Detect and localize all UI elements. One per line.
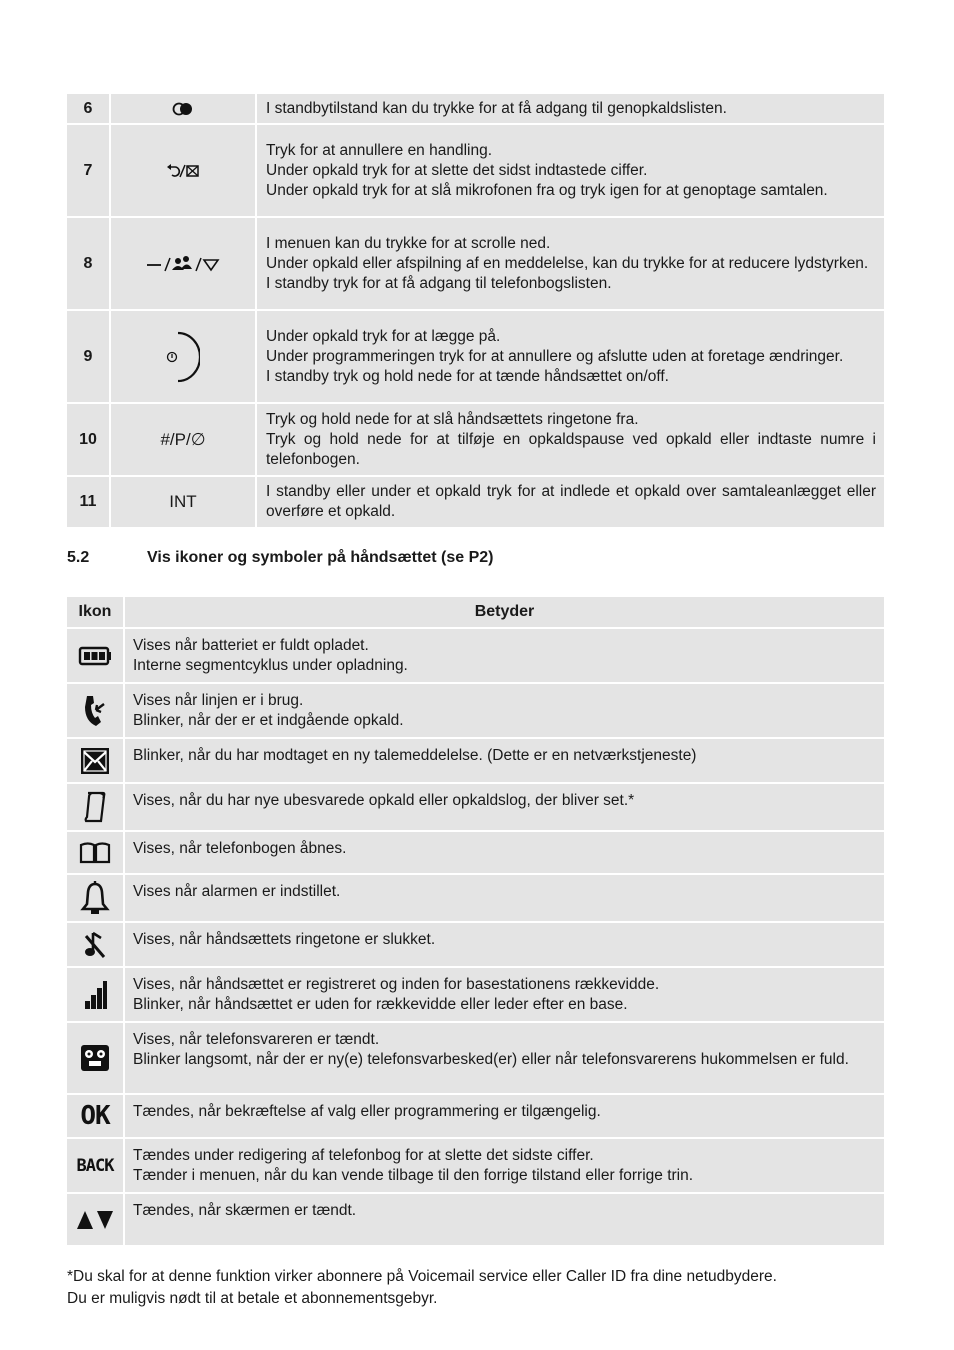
table-row xyxy=(67,629,886,684)
keys-table xyxy=(67,94,886,529)
back-icon-label: BACK xyxy=(76,1155,114,1176)
phonebook-icon xyxy=(67,832,125,875)
alarm-bell-icon xyxy=(67,875,125,923)
icons-table xyxy=(67,597,886,1247)
icon-meaning: Blinker, når du har modtaget en ny talemeddelelse. (Dette er en netværkstjeneste) xyxy=(125,739,886,784)
key-description: Tryk for at annullere en handling. Under opkald tryk for at slette det sidst indtastede ciffer. Under opkald tryk for at slå mikrofonen fra og tryk igen for at genoptage samtalen. xyxy=(257,125,886,218)
key-description: I standby eller under et opkald tryk for at indlede et opkald over samtaleanlægget eller overføre et opkald. xyxy=(257,477,886,529)
row-number: 10 xyxy=(67,404,111,477)
icon-meaning: Vises, når håndsættet er registreret og inden for basestationens rækkevidde. Blinker, når håndsættet er uden for rækkevidde eller leder efter en base. xyxy=(125,968,886,1023)
signal-strength-icon xyxy=(67,968,125,1023)
key-description: I standbytilstand kan du trykke for at få adgang til genopkaldslisten. xyxy=(257,94,886,125)
call-log-icon xyxy=(67,784,125,832)
icon-meaning: Vises når batteriet er fuldt opladet. Interne segmentcyklus under opladning. xyxy=(125,629,886,684)
ok-icon xyxy=(67,1095,125,1139)
icon-meaning: Vises når linjen er i brug. Blinker, når der er et indgående opkald. xyxy=(125,684,886,739)
icon-meaning: Vises, når håndsættets ringetone er slukket. xyxy=(125,923,886,968)
table-row xyxy=(67,125,886,218)
key-description: Under opkald tryk for at lægge på. Under programmeringen tryk for at annullere og afslutte uden at foretage ændringer. I standby tryk og hold nede for at tænde håndsættet on/off. xyxy=(257,311,886,404)
section-title: Vis ikoner og symboler på håndsættet (se P2) xyxy=(147,549,494,566)
row-number: 8 xyxy=(67,218,111,311)
redial-key-icon xyxy=(111,94,257,125)
table-row xyxy=(67,1095,886,1139)
icon-meaning: Tændes under redigering af telefonbog for at slette det sidste ciffer. Tænder i menuen, når du kan vende tilbage til den forrige tilstand eller forrige trin. xyxy=(125,1139,886,1194)
header-icon: Ikon xyxy=(67,597,125,629)
table-row xyxy=(67,832,886,875)
table-row xyxy=(67,684,886,739)
icon-meaning: Tændes, når skærmen er tændt. xyxy=(125,1194,886,1247)
table-row xyxy=(67,477,886,529)
icon-meaning: Vises, når telefonbogen åbnes. xyxy=(125,832,886,875)
table-row xyxy=(67,1194,886,1247)
table-row xyxy=(67,1139,886,1194)
answering-machine-icon xyxy=(67,1023,125,1095)
row-number: 11 xyxy=(67,477,111,529)
table-row xyxy=(67,218,886,311)
ok-icon-label: OK xyxy=(80,1101,110,1131)
table-row xyxy=(67,311,886,404)
ringer-off-icon xyxy=(67,923,125,968)
back-icon xyxy=(67,1139,125,1194)
back-mute-key-icon xyxy=(111,125,257,218)
key-description: I menuen kan du trykke for at scrolle ned. Under opkald eller afspilning af en meddelelse, kan du trykke for at reducere lydstyrken. I standby tryk for at få adgang til telefonbogslisten. xyxy=(257,218,886,311)
table-header xyxy=(67,597,886,629)
header-meaning: Betyder xyxy=(125,597,886,629)
icon-meaning: Tændes, når bekræftelse af valg eller programmering er tilgængelig. xyxy=(125,1095,886,1139)
battery-icon xyxy=(67,629,125,684)
voicemail-envelope-icon xyxy=(67,739,125,784)
table-row xyxy=(67,875,886,923)
table-row xyxy=(67,968,886,1023)
int-key-label: INT xyxy=(111,477,257,529)
up-down-arrows-icon xyxy=(67,1194,125,1247)
icon-meaning: Vises, når du har nye ubesvarede opkald eller opkaldslog, der bliver set.* xyxy=(125,784,886,832)
down-phonebook-key-icon xyxy=(111,218,257,311)
row-number: 9 xyxy=(67,311,111,404)
row-number: 6 xyxy=(67,94,111,125)
key-description: Tryk og hold nede for at slå håndsættets ringetone fra. Tryk og hold nede for at tilføje en opkaldspause ved opkald eller indtaste numre i telefonbogen. xyxy=(257,404,886,477)
table-row xyxy=(67,1023,886,1095)
table-row xyxy=(67,739,886,784)
icon-meaning: Vises, når telefonsvareren er tændt. Blinker langsomt, når der er ny(e) telefonsvarbesked(er) eller når telefonsvarerens hukommelsen er fuld. xyxy=(125,1023,886,1095)
icon-meaning: Vises når alarmen er indstillet. xyxy=(125,875,886,923)
footnote: *Du skal for at denne funktion virker abonnere på Voicemail service eller Caller ID fra dine netudbydere. Du er muligvis nødt til at betale et abonnementsgebyr. xyxy=(67,1268,777,1307)
row-number: 7 xyxy=(67,125,111,218)
end-power-key-icon xyxy=(111,311,257,404)
line-in-use-icon xyxy=(67,684,125,739)
table-row xyxy=(67,94,886,125)
table-row xyxy=(67,784,886,832)
table-row xyxy=(67,404,886,477)
table-row xyxy=(67,923,886,968)
hash-pause-key-label: #/P/∅ xyxy=(111,404,257,477)
section-number: 5.2 xyxy=(67,549,90,566)
